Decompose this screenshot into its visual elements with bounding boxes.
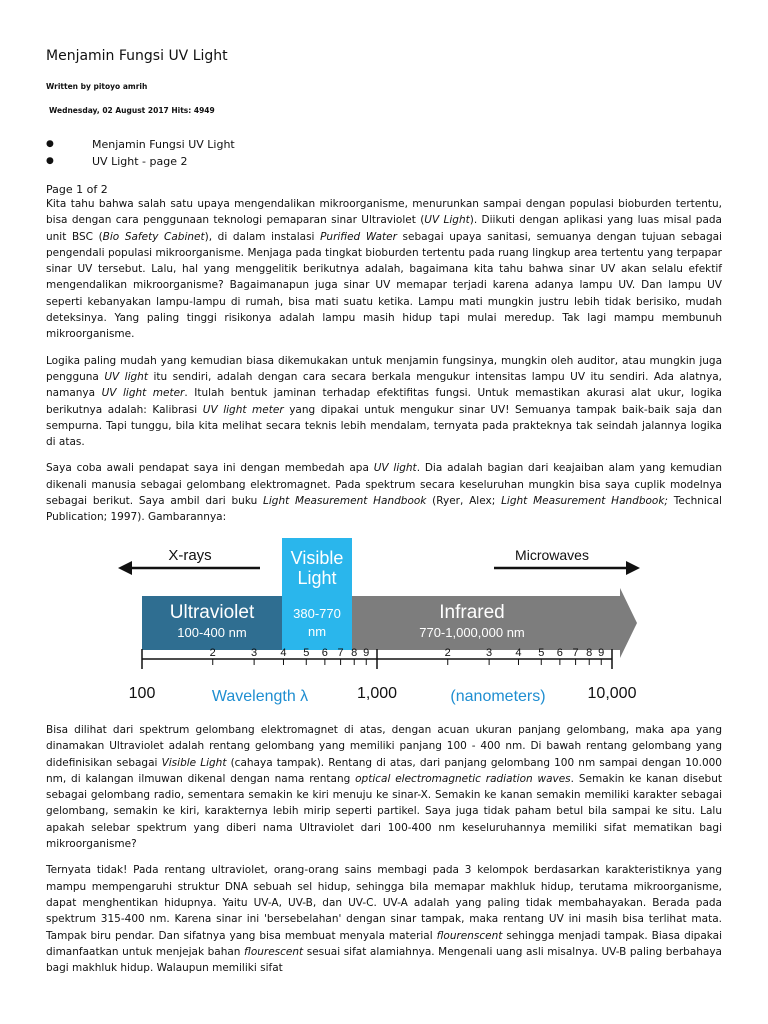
bullet-icon: ● [46, 156, 54, 166]
article-title: Menjamin Fungsi UV Light [46, 48, 228, 64]
axis-tick-label: 7 [572, 647, 579, 659]
text-run: . Semakin ke kanan disebut sebagai gelombang radio, sementara semakin ke kiri menuju ke sinar-X. Semakin ke kanan semakin memiliki karakter sebagai gelombang, semakin ke kiri, karakternya lebih mirip seperti partikel. Saya juga tidak paham betul bila sampai ke situ. Lalu apakah selebar spektrum yang diberi nama Ultraviolet dari 100-400 nm keseluruhannya memiliki sifat mematikan bagi mikroorganisme? [46, 772, 722, 851]
spectrum-diagram [112, 536, 652, 711]
text-run: Bisa dilihat dari spektrum gelombang elektromagnet di atas, dengan acuan ukuran panjang gelombang, maka apa yang dinamakan Ultraviolet adalah rentang gelombang yang memiliki panjang 100 - 400 nm. Di bawah rentang gelombang yang didefinisikan sebagai [46, 724, 722, 769]
axis-tick-label: 5 [538, 647, 545, 659]
nav-item-page-1[interactable] [46, 136, 446, 153]
italic-term: flourescent [244, 945, 304, 958]
text-run: yang dipakai untuk mengukur sinar UV! Semuanya tampak baik-baik saja dan sempurna. Tapi tunggu, bila kita melihat secara teknis lebih mendalam, ternyata pada prakteknya tak seindah jalannya logika di atas. [46, 403, 722, 449]
italic-term: UV light meter [202, 403, 284, 416]
text-run: Kita tahu bahwa salah satu upaya mengendalikan mikroorganisme, menurunkan sampai dengan populasi bioburden tertentu, bisa dengan cara penggunaan teknologi pemaparan sinar Ultraviolet ( [46, 198, 722, 227]
italic-term: optical electromagnetic radiation waves [355, 772, 571, 785]
axis-tick-label: 5 [303, 647, 310, 659]
article-body-top [46, 196, 722, 536]
nav-item-page-2[interactable] [46, 153, 446, 170]
visible-range-line-1: 380-770 [293, 606, 341, 621]
italic-term: Light Measurement Handbook [263, 495, 427, 508]
axis-label-start: 100 [128, 685, 156, 702]
axis-tick-label: 9 [363, 647, 370, 659]
italic-term: Light Measurement Handbook; [501, 495, 668, 508]
paragraph-intro [46, 196, 722, 343]
text-run: ), di dalam instalasi [204, 230, 321, 243]
text-run: itu sendiri, adalah dengan cara secara berkala mengukur intensitas lampu UV itu sendiri. Ada alatnya, namanya [46, 370, 723, 400]
text-run: Ternyata tidak! Pada rentang ultraviolet, orang-orang sains membagi pada 3 kelompok berdasarkan karakteristiknya yang mampu mempengaruhi struktur DNA sebuah sel hidup, sehingga bila memapar makhluk hidup, terutama mikroorganisme, dapat menghentikan hidupnya. Yaitu UV-A, UV-B, dan UV-C. UV-A adalah yang paling tidak membahayakan. Berada pada spektrum 315-400 nm. Karena sinar ini 'bersebelahan' dengan sinar tampak, maka rentang UV ini masih bisa terlihat mata. Tampak biru pendar. Dan sifatnya yang bisa membuat menyala material [46, 864, 722, 942]
visible-range-line-2: nm [307, 624, 327, 639]
paragraph-logic [46, 353, 722, 451]
italic-term: UV light [104, 370, 148, 383]
axis-label-end: 10,000 [587, 685, 637, 702]
uv-range: 100-400 nm [177, 625, 247, 640]
uv-label: Ultraviolet [169, 602, 255, 623]
ir-label: Infrared [439, 602, 505, 623]
text-run: . Itulah bentuk jaminan terhadap efektifitas fungsi. Untuk memastikan akurasi alat ukur, logika berikutnya adalah: Kalibrasi [46, 387, 722, 416]
text-run: Logika paling mudah yang kemudian biasa dikemukakan untuk menjamin fungsinya, mungkin oleh auditor, atau mungkin juga pengguna [46, 354, 722, 383]
axis-tick-label: 4 [280, 647, 287, 659]
ir-band [352, 588, 637, 658]
spectrum-figure [112, 536, 652, 711]
italic-term: UV light [373, 462, 417, 475]
axis-tick-label: 7 [337, 647, 344, 659]
axis-ticks [142, 647, 612, 669]
italic-term: UV light meter [101, 387, 185, 400]
axis-tick-label: 4 [515, 647, 522, 659]
axis-tick-label: 6 [321, 647, 328, 659]
page-navigation-list [46, 136, 446, 170]
paragraph-uv-types [46, 862, 722, 976]
text-run: sehingga menjadi tampak. Biasa dipakai dimanfaatkan untuk menjejak bahan [46, 929, 722, 958]
axis-tick-label: 8 [351, 647, 358, 659]
nav-item-label[interactable]: UV Light - page 2 [92, 155, 188, 168]
article-body-bottom [46, 722, 722, 986]
italic-term: Bio Safety Cabinet [102, 230, 205, 243]
microwaves-label: Microwaves [515, 547, 589, 563]
italic-term: Visible Light [161, 756, 227, 769]
paragraph-spectrum-intro [46, 460, 722, 525]
visible-label-line-2: Light [297, 568, 337, 588]
author-line: Written by pitoyo amrih [46, 82, 148, 91]
axis-tick-label: 8 [586, 647, 593, 659]
visible-label-line-1: Visible [290, 548, 344, 568]
axis-tick-label: 2 [444, 647, 451, 659]
italic-term: flourenscent [436, 929, 503, 942]
paragraph-uv-range [46, 722, 722, 852]
ir-range: 770-1,000,000 nm [419, 625, 525, 640]
bullet-icon: ● [46, 139, 54, 149]
text-run: sebagai upaya sanitasi, semuanya dengan tujuan sebagai pengendali populasi mikroorganisme. Menjaga pada tingkat bioburden tertentu pada ruang lingkup area tertentu yang terpapar sinar UV tersebut. Lalu, hal yang menggelitik berikutnya adalah, bagaimana kita tahu bahwa sinar UV akan selalu efektif mengendalikan mikroorganisme? Bagaimanapun juga sinar UV memapar terjadi karena adanya lampu UV. Dan lampu UV seperti kebanyakan lampu-lampu di rumah, bisa mati suatu ketika. Lampu mati mungkin justru lebih tidak berisiko, mudah deteksinya. Yang paling tinggi risikonya adalah lampu masih hidup tapi mulai meredup. Tak lagi mampu membunuh mikroorganisme. [46, 230, 722, 341]
axis-tick-label: 6 [556, 647, 563, 659]
units-label: (nanometers) [450, 688, 546, 705]
italic-term: Purified Water [320, 230, 397, 243]
text-run: . Dia adalah bagian dari keajaiban alam yang kemudian dikenali manusia sebagai gelombang elektromagnet. Pada spektrum secara keseluruhan mungkin bisa saya cuplik modelnya sebagai berikut. Saya ambil dari buku [46, 462, 722, 508]
italic-term: UV Light [424, 214, 470, 227]
date-hits-line: Wednesday, 02 August 2017 Hits: 4949 [49, 106, 215, 115]
text-run: (cahaya tampak). Rentang di atas, dari panjang gelombang 100 nm sampai dengan 10.000 nm, di kalangan ilmuwan dikenal dengan nama rentang [46, 756, 722, 785]
wavelength-label: Wavelength λ [211, 688, 309, 705]
xrays-label: X-rays [168, 547, 212, 564]
axis-label-mid: 1,000 [356, 685, 398, 702]
nav-item-label[interactable]: Menjamin Fungsi UV Light [92, 138, 235, 151]
axis-tick-label: 9 [598, 647, 605, 659]
text-run: Saya coba awali pendapat saya ini dengan membedah apa [46, 462, 374, 475]
text-run: (Ryer, Alex; [426, 495, 502, 508]
axis-tick-label: 3 [486, 647, 493, 659]
axis-tick-label: 3 [251, 647, 258, 659]
microwaves-arrow [494, 561, 640, 575]
page-indicator: Page 1 of 2 [46, 183, 108, 196]
text-run: Technical Publication; 1997). Gambarannya: [46, 495, 722, 524]
text-run: sesuai sifat alamiahnya. Mengenali uang asli misalnya. UV-B paling berbahaya bagi makhluk hidup. Walaupun memiliki sifat [46, 945, 722, 975]
text-run: ). Diikuti dengan aplikasi yang luas misal pada unit BSC ( [46, 214, 722, 243]
axis-tick-label: 2 [209, 647, 216, 659]
